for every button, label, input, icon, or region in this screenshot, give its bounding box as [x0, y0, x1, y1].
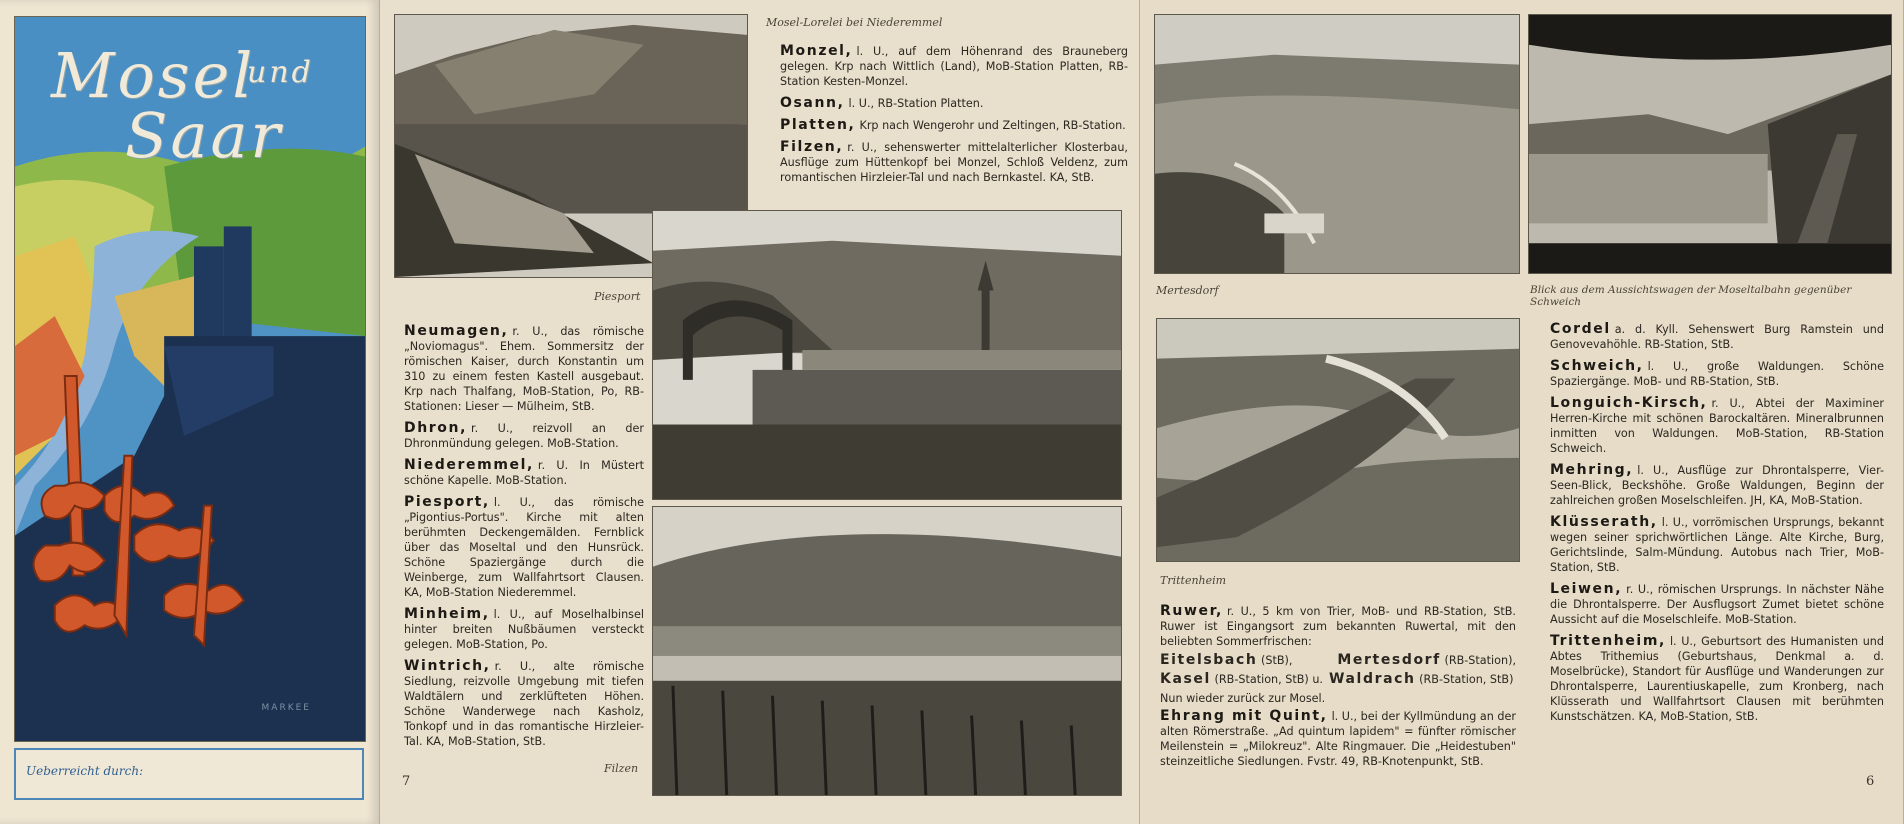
- caption-schweich: Blick aus dem Aussichtswagen der Moseltalbahn gegenüber Schweich: [1530, 284, 1852, 308]
- back-to-mosel-note: Nun wieder zurück zur Mosel.: [1160, 692, 1326, 705]
- photo-schweich: [1528, 14, 1892, 274]
- page-number-6: 6: [1866, 774, 1875, 789]
- photo-mertesdorf: [1154, 14, 1520, 274]
- entry-neumagen: Neumagen, r. U., das römische „Noviomagus". Ehem. Sommersitz der römischen Kaiser, durch Konstantin um 310 zu einem festen Kastell ausgebaut. Krp nach Thalfang, MoB-Station, Po, RB-Stationen: Lieser — Mülheim, StB.: [404, 323, 644, 413]
- caption-filzen: Filzen: [604, 762, 639, 775]
- handover-box: [14, 748, 364, 800]
- entry-minheim: Minheim, l. U., auf Moselhalbinsel hinter breiten Nußbäumen versteckt gelegen. MoB-Station, Po.: [404, 606, 644, 651]
- resort-mertesdorf: Mertesdorf (RB-Station),: [1337, 652, 1516, 668]
- caption-trittenheim: Trittenheim: [1160, 574, 1227, 587]
- entry-kluesserath: Klüsserath, l. U., vorrömischen Ursprungs, bekannt wegen seiner sprichwörtlichen Länge. Alte Kirche, Burg, Gerichtslinde, Salm-Mündung. Autobus nach Trier, MoB-Station, StB.: [1550, 514, 1884, 574]
- brochure-cover: [0, 0, 380, 824]
- cover-title-saar: Saar: [125, 99, 284, 172]
- resort-eitelsbach: Eitelsbach (StB),: [1160, 652, 1293, 668]
- entry-trittenheim: Trittenheim, l. U., Geburtsort des Humanisten und Abtes Trithemius (Geburtshaus, Denkmal a. d. Moselbrücke), Standort für Ausflüge und Wanderungen zur Dhrontalsperre, Laurentiuskapelle, zum Kronberg, nach Klüsserath und Wallfahrtsort Clausen mit berühmten Kunstschätzen. KA, MoB-Station, StB.: [1550, 633, 1884, 723]
- entry-mehring: Mehring, l. U., Ausflüge zur Dhrontalsperre, Vier-Seen-Blick, Beckshöhe. Große Waldungen, Beginn der zahlreichen großen Moselschleifen. JH, KA, MoB-Station.: [1550, 462, 1884, 507]
- cover-title-und: und: [247, 55, 314, 90]
- caption-piesport: Piesport: [594, 290, 641, 303]
- brochure-page-7: [380, 0, 1140, 824]
- artist-signature: MARKEE: [261, 703, 311, 713]
- entry-monzel: Monzel, l. U., auf dem Höhenrand des Brauneberg gelegen. Krp nach Wittlich (Land), MoB-Station Platten, RB-Station Kesten-Monzel.: [780, 43, 1128, 88]
- entries-upper: [780, 44, 1128, 192]
- entry-niederemmel: Niederemmel, r. U. In Müstert schöne Kapelle. MoB-Station.: [404, 457, 644, 487]
- entry-piesport: Piesport, l. U., das römische „Pigontius-Portus". Kirche mit alten berühmten Deckengemälden. Fernblick über das Moseltal und den Hunsrück. Schöne Spaziergänge durch die Weinberge, zum Wallfahrtsort Clausen. KA, MoB-Station Niederemmel.: [404, 494, 644, 599]
- entries-lower: [404, 324, 644, 756]
- resort-kasel: Kasel (RB-Station, StB) u.: [1160, 671, 1323, 687]
- entry-osann: Osann, l. U., RB-Station Platten.: [780, 95, 984, 111]
- handover-label: Ueberreicht durch:: [26, 764, 144, 778]
- cover-illustration: [14, 16, 366, 742]
- entry-longuich-kirsch: Longuich-Kirsch, r. U., Abtei der Maximiner Herren-Kirche mit schönen Barockaltären. Mineralbrunnen inmitten von Waldungen. MoB-Station, RB-Station Schweich.: [1550, 395, 1884, 455]
- caption-mertesdorf: Mertesdorf: [1156, 284, 1219, 297]
- entry-ruwer: Ruwer, r. U., 5 km von Trier, MoB- und RB-Station, StB. Ruwer ist Eingangsort zum bekannten Ruwertal, mit den beliebten Sommerfrischen:: [1160, 603, 1516, 648]
- entry-schweich: Schweich, l. U., große Waldungen. Schöne Spaziergänge. MoB- und RB-Station, StB.: [1550, 358, 1884, 388]
- entry-dhron: Dhron, r. U., reizvoll an der Dhronmündung gelegen. MoB-Station.: [404, 420, 644, 450]
- entry-platten: Platten, Krp nach Wengerohr und Zeltingen, RB-Station.: [780, 117, 1126, 133]
- caption-mosel-lorelei: Mosel-Lorelei bei Niederemmel: [766, 16, 943, 29]
- entry-wintrich: Wintrich, r. U., alte römische Siedlung, reizvolle Umgebung mit tiefen Waldtälern und zerklüfteten Höhen. Schöne Wanderwege nach Kasholz, Tonkopf und in das romantische Hirzleier-Tal. KA, MoB-Station, StB.: [404, 658, 644, 748]
- entry-filzen: Filzen, r. U., sehenswerter mittelalterlicher Klosterbau, Ausflüge zum Hüttenkopf bei Monzel, Schloß Veldenz, zum romantischen Hirzleier-Tal und nach Bernkastel. KA, StB.: [780, 139, 1128, 184]
- entry-leiwen: Leiwen, r. U., römischen Ursprungs. In nächster Nähe die Dhrontalsperre. Der Ausflugsort Zumet bietet schöne Aussicht auf die Moselschleife. MoB-Station.: [1550, 581, 1884, 626]
- photo-filzen: [652, 506, 1122, 796]
- resort-row-1: [1160, 653, 1516, 668]
- entry-cordel: Cordel a. d. Kyll. Sehenswert Burg Ramstein und Genovevahöhle. RB-Station, StB.: [1550, 321, 1884, 351]
- brochure-page-6: [1140, 0, 1904, 824]
- photo-trittenheim: [1156, 318, 1520, 562]
- entries-right-column: [1550, 322, 1884, 731]
- entries-ruwer-section: [1160, 604, 1516, 776]
- entry-ehrang: Ehrang mit Quint, l. U., bei der Kyllmündung an der alten Römerstraße. „Ad quintum lapidem" = fünfter römischer Meilenstein = „Milokreuz". Alte Ringmauer. Die „Heidestuben" steinzeitliche Siedlungen. Fvstr. 49, RB-Knotenpunkt, StB.: [1160, 708, 1516, 768]
- resort-waldrach: Waldrach (RB-Station, StB): [1328, 671, 1514, 687]
- page-number-7: 7: [402, 774, 411, 789]
- photo-piesport: [652, 210, 1122, 500]
- resort-row-2: [1160, 672, 1516, 687]
- cover-title-mosel: Mosel: [51, 39, 256, 112]
